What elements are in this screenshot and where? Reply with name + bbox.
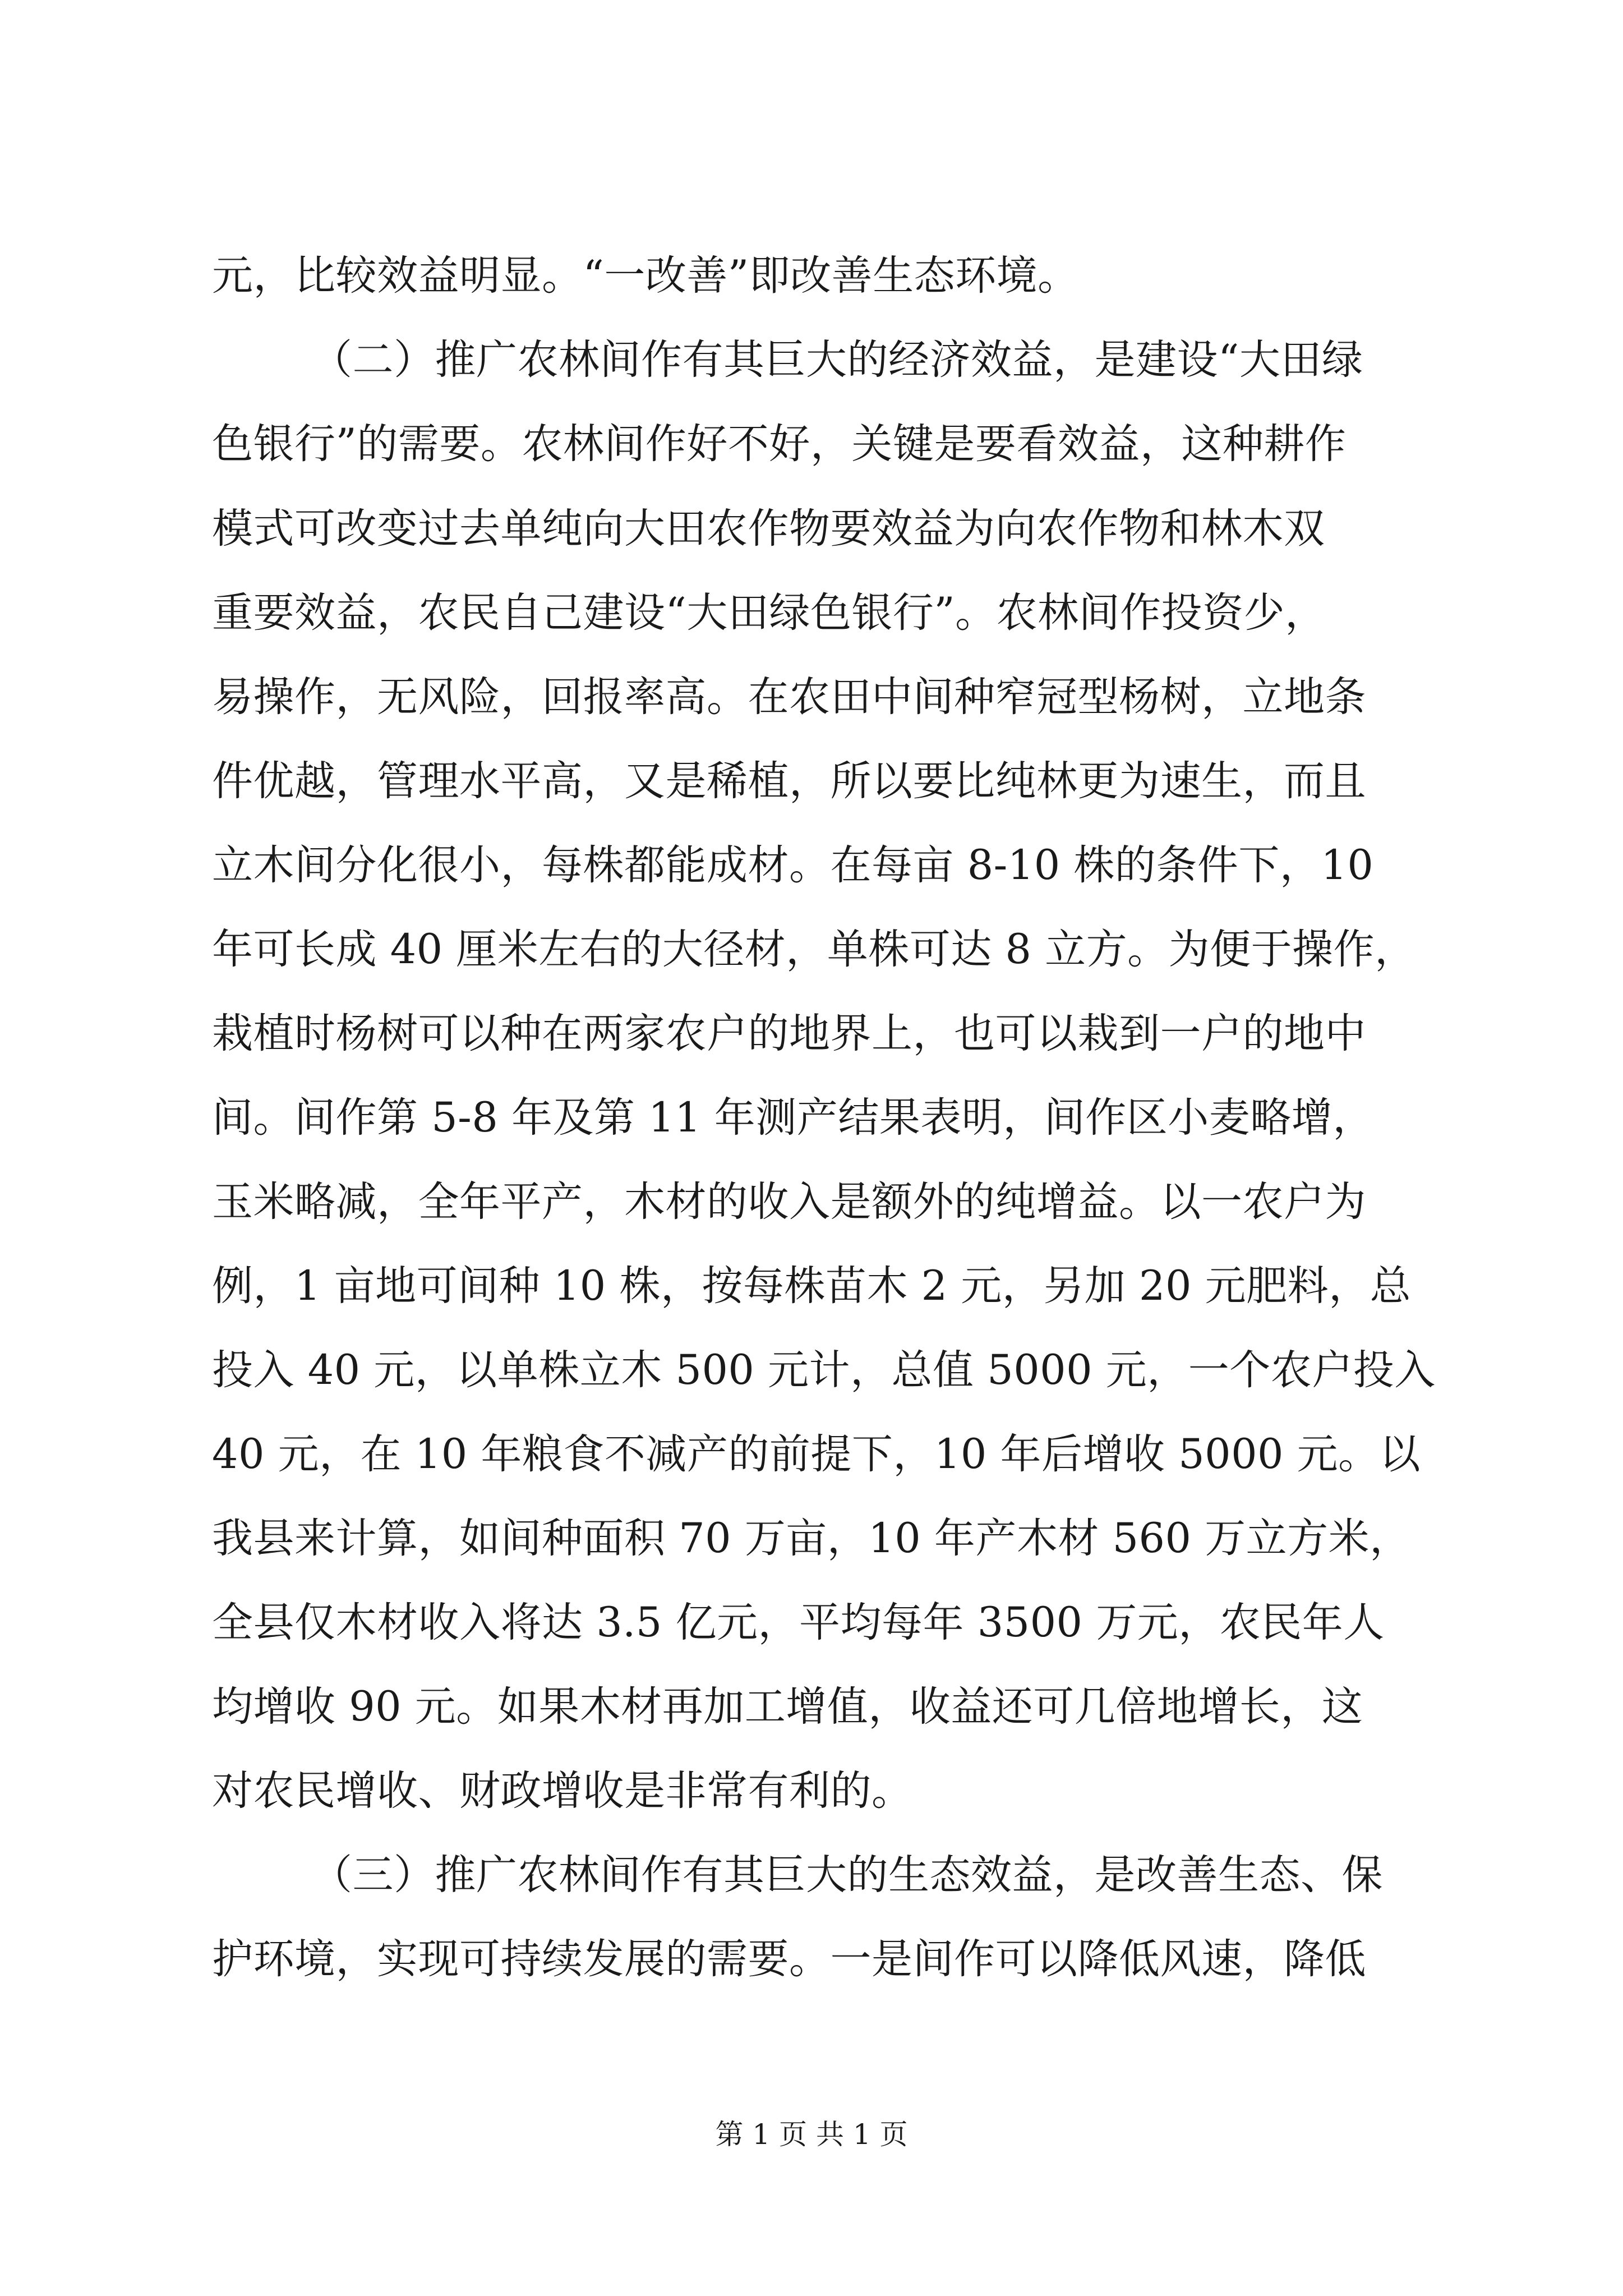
text-line-1: 元，比较效益明显。“一改善”即改善生态环境。: [212, 252, 1079, 300]
text-line-14: 投入 40 元，以单株立木 500 元计，总值 5000 元，一个农户投入: [212, 1346, 1436, 1394]
text-line-11: 间。间作第 5-8 年及第 11 年测产结果表明，间作区小麦略增，: [212, 1094, 1374, 1142]
text-line-3: 色银行”的需要。农林间作好不好，关键是要看效益，这种耕作: [212, 420, 1347, 468]
text-line-16: 我县来计算，如间种面积 70 万亩，10 年产木材 560 万立方米，: [212, 1515, 1411, 1562]
text-line-17: 全县仅木材收入将达 3.5 亿元，平均每年 3500 万元，农民年人: [212, 1599, 1385, 1646]
page-footer: 第 1 页 共 1 页: [715, 2118, 908, 2151]
paragraph-2-line-1: （二）推广农林间作有其巨大的经济效益，是建设“大田绿: [311, 336, 1363, 384]
paragraph-3-line-1: （三）推广农林间作有其巨大的生态效益，是改善生态、保: [311, 1851, 1383, 1899]
text-line-7: 件优越，管理水平高，又是稀植，所以要比纯林更为速生，而且: [212, 757, 1366, 805]
text-line-4: 模式可改变过去单纯向大田农作物要效益为向农作物和林木双: [212, 505, 1325, 553]
text-line-9: 年可长成 40 厘米左右的大径材，单株可达 8 立方。为便于操作，: [212, 926, 1416, 973]
text-line-21: 护环境，实现可持续发展的需要。一是间作可以降低风速，降低: [212, 1935, 1366, 1983]
text-line-19: 对农民增收、财政增收是非常有利的。: [212, 1767, 913, 1815]
text-line-18: 均增收 90 元。如果木材再加工增值，收益还可几倍地增长，这: [212, 1683, 1363, 1731]
text-line-15: 40 元，在 10 年粮食不减产的前提下，10 年后增收 5000 元。以: [212, 1430, 1421, 1478]
text-line-13: 例，1 亩地可间种 10 株，按每株苗木 2 元，另加 20 元肥料，总: [212, 1262, 1412, 1310]
text-line-5: 重要效益，农民自己建设“大田绿色银行”。农林间作投资少，: [212, 589, 1326, 637]
text-line-10: 栽植时杨树可以种在两家农户的地界上，也可以栽到一户的地中: [212, 1010, 1366, 1057]
text-line-6: 易操作，无风险，回报率高。在农田中间种窄冠型杨树，立地条: [212, 673, 1366, 721]
text-line-8: 立木间分化很小，每株都能成材。在每亩 8-10 株的条件下，10: [212, 841, 1374, 889]
text-line-12: 玉米略减，全年平产，木材的收入是额外的纯增益。以一农户为: [212, 1178, 1366, 1226]
